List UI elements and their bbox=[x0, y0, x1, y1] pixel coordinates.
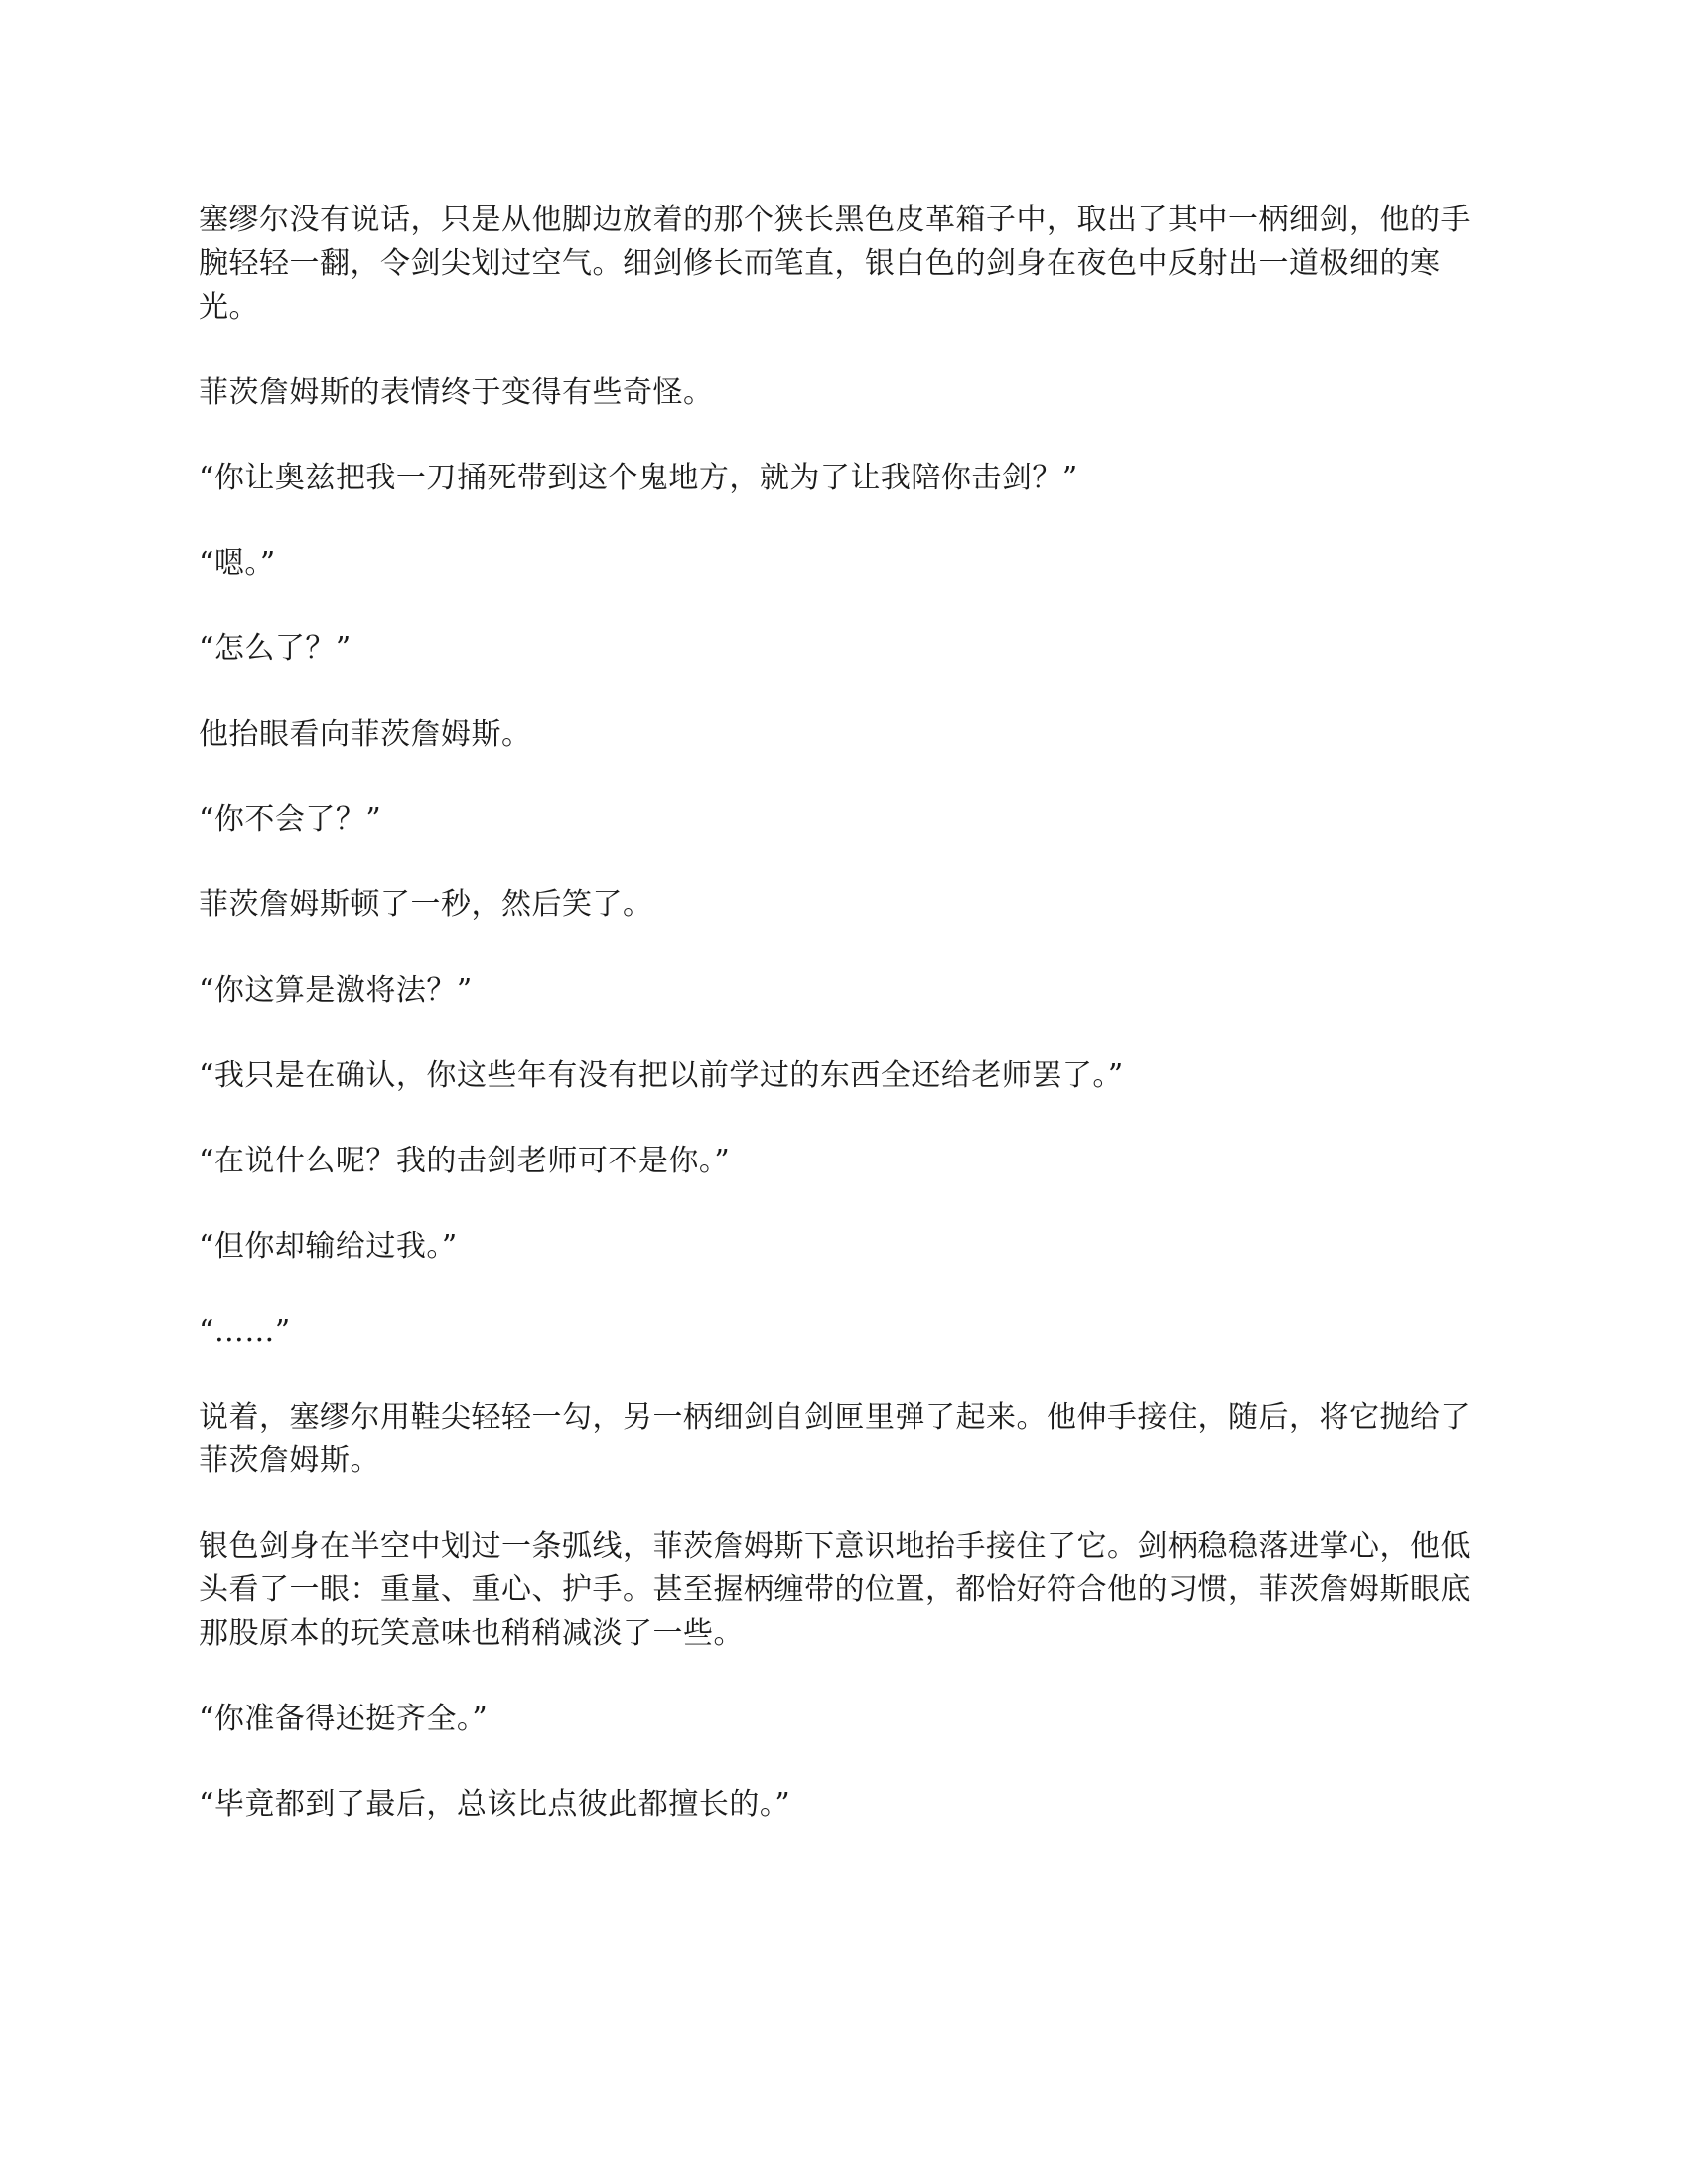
paragraph: 菲茨詹姆斯顿了一秒，然后笑了。 bbox=[199, 887, 653, 922]
dialogue-line: “你让奥兹把我一刀捅死带到这个鬼地方，就为了让我陪你击剑？” bbox=[199, 461, 1078, 495]
paragraph: 他抬眼看向菲茨詹姆斯。 bbox=[199, 717, 532, 751]
paragraph: 说着，塞缪尔用鞋尖轻轻一勾，另一柄细剑自剑匣里弹了起来。他伸手接住，随后，将它抛给了菲茨詹姆斯。 bbox=[199, 1400, 1471, 1478]
paragraph: 菲茨詹姆斯的表情终于变得有些奇怪。 bbox=[199, 375, 714, 410]
document-page bbox=[199, 199, 1489, 1868]
dialogue-line: “毕竟都到了最后，总该比点彼此都擅长的。” bbox=[199, 1787, 791, 1822]
paragraph: 塞缪尔没有说话，只是从他脚边放着的那个狭长黑色皮革箱子中，取出了其中一柄细剑，他的手腕轻轻一翻，令剑尖划过空气。细剑修长而笔直，银白色的剑身在夜色中反射出一道极细的寒光。 bbox=[199, 203, 1471, 325]
dialogue-line: “但你却输给过我。” bbox=[199, 1229, 458, 1264]
dialogue-line: “……” bbox=[199, 1314, 291, 1349]
dialogue-line: “怎么了？” bbox=[199, 631, 352, 666]
dialogue-line: “我只是在确认，你这些年有没有把以前学过的东西全还给老师罢了。” bbox=[199, 1058, 1124, 1093]
paragraph: 银色剑身在半空中划过一条弧线，菲茨詹姆斯下意识地抬手接住了它。剑柄稳稳落进掌心，他低头看了一眼：重量、重心、护手。甚至握柄缠带的位置，都恰好符合他的习惯，菲茨詹姆斯眼底那股原本的玩笑意味也稍稍减淡了一些。 bbox=[199, 1529, 1471, 1651]
dialogue-line: “在说什么呢？我的击剑老师可不是你。” bbox=[199, 1144, 731, 1178]
dialogue-line: “你不会了？” bbox=[199, 802, 382, 837]
dialogue-line: “你准备得还挺齐全。” bbox=[199, 1702, 489, 1736]
dialogue-line: “嗯。” bbox=[199, 546, 276, 581]
dialogue-line: “你这算是激将法？” bbox=[199, 973, 473, 1008]
